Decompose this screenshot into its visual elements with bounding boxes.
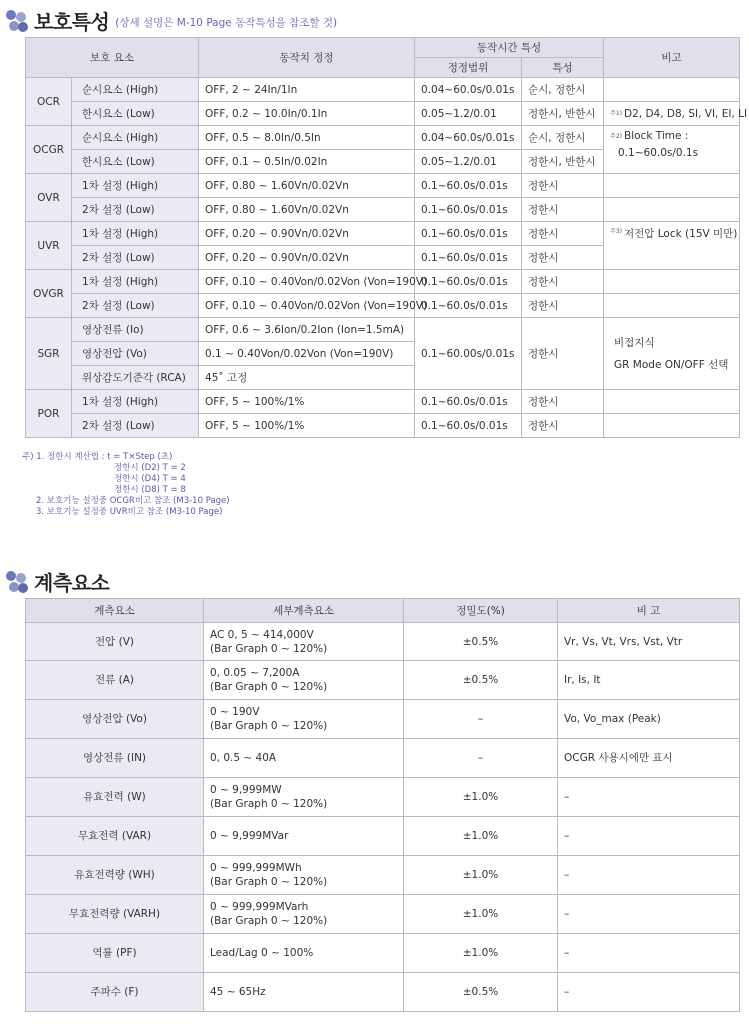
- detail-cell: [204, 700, 404, 739]
- measure-element: 영상전압 (Vo): [26, 700, 204, 739]
- char-value: 정한시: [522, 270, 604, 294]
- range-value: 0.1~60.00s/0.01s: [415, 318, 522, 390]
- measure-element: 전류 (A): [26, 661, 204, 700]
- sub-element: 한시요소 (Low): [72, 102, 199, 126]
- measure-remark: –: [558, 856, 740, 895]
- sub-element: 2차 설정 (Low): [72, 198, 199, 222]
- protection-title: 보호특성: [34, 10, 110, 34]
- element-ocr: OCR: [26, 78, 72, 126]
- detail-line: AC 0, 5 ~ 414,000V: [210, 628, 314, 641]
- footnote-mark: 주2): [610, 133, 622, 140]
- element-sgr: SGR: [26, 318, 72, 390]
- element-uvr: UVR: [26, 222, 72, 270]
- header-remark: 비고: [604, 38, 740, 78]
- range-value: 0.1~60.0s/0.01s: [415, 390, 522, 414]
- element-ovr: OVR: [26, 174, 72, 222]
- accuracy-value: ±0.5%: [404, 623, 558, 661]
- detail-line: (Bar Graph 0 ~ 120%): [210, 720, 328, 732]
- remark-cell: [604, 126, 740, 174]
- table-row: [26, 661, 740, 700]
- char-value: 정한시: [522, 174, 604, 198]
- remark-cell: [604, 390, 740, 414]
- sub-element: 1차 설정 (High): [72, 270, 199, 294]
- measure-element: 영상전류 (IN): [26, 739, 204, 778]
- measure-remark: –: [558, 778, 740, 817]
- measure-remark: –: [558, 817, 740, 856]
- header-time: 동작시간 특성: [415, 38, 604, 58]
- setting-value: OFF, 5 ~ 100%/1%: [199, 390, 415, 414]
- setting-value: 0.1 ~ 0.40Von/0.02Von (Von=190V): [199, 342, 415, 366]
- detail-line: 0, 0.05 ~ 7,200A: [210, 667, 300, 679]
- table-row: [26, 222, 740, 246]
- measurement-section-header: [6, 567, 109, 596]
- accuracy-value: ±1.0%: [404, 817, 558, 856]
- accuracy-value: ±1.0%: [404, 895, 558, 934]
- accuracy-value: ±1.0%: [404, 778, 558, 817]
- measure-remark: –: [558, 973, 740, 1012]
- measure-element: 유효전력량 (WH): [26, 856, 204, 895]
- detail-line: 0 ~ 9,999MW: [210, 784, 282, 796]
- setting-value: OFF, 0.80 ~ 1.60Vn/0.02Vn: [199, 198, 415, 222]
- header-char: 특성: [522, 58, 604, 78]
- measure-element: 전압 (V): [26, 623, 204, 661]
- element-por: POR: [26, 390, 72, 438]
- measure-remark: Ir, Is, It: [558, 661, 740, 700]
- range-value: 0.1~60.0s/0.01s: [415, 222, 522, 246]
- remark-text: GR Mode ON/OFF 선택: [614, 358, 729, 371]
- protection-section-header: [6, 6, 337, 35]
- remark-cell: [604, 198, 740, 222]
- detail-cell: [204, 817, 404, 856]
- table-row: [26, 700, 740, 739]
- footnotes: [22, 452, 230, 518]
- sub-element: 2차 설정 (Low): [72, 414, 199, 438]
- table-row: [26, 390, 740, 414]
- table-row: [26, 318, 740, 342]
- table-row: [26, 294, 740, 318]
- table-row: [26, 270, 740, 294]
- setting-value: OFF, 0.10 ~ 0.40Von/0.02Von (Von=190V): [199, 294, 415, 318]
- footnote: 3. 보호기능 설정중 UVR비고 참조 (M3-10 Page): [36, 507, 223, 517]
- range-value: 0.1~60.0s/0.01s: [415, 294, 522, 318]
- range-value: 0.05~1.2/0.01: [415, 102, 522, 126]
- header-range: 정정범위: [415, 58, 522, 78]
- measurement-table: [25, 598, 740, 1012]
- measure-element: 무효전력 (VAR): [26, 817, 204, 856]
- measure-remark: Vr, Vs, Vt, Vrs, Vst, Vtr: [558, 623, 740, 661]
- protection-note: (상세 설명은 M-10 Page 동작특성을 참조할 것): [115, 17, 338, 29]
- detail-line: (Bar Graph 0 ~ 120%): [210, 642, 328, 655]
- footnote: 주) 1. 정한시 계산법 : t = T×Step (초): [22, 452, 173, 462]
- char-value: 정한시: [522, 294, 604, 318]
- detail-line: 0 ~ 190V: [210, 706, 260, 718]
- remark-cell: [604, 318, 740, 390]
- table-row: [26, 934, 740, 973]
- element-ovgr: OVGR: [26, 270, 72, 318]
- table-row: [26, 817, 740, 856]
- detail-line: (Bar Graph 0 ~ 120%): [210, 798, 328, 810]
- char-value: 정한시: [522, 222, 604, 246]
- table-row: [26, 102, 740, 126]
- detail-line: 0 ~ 999,999MVarh: [210, 901, 309, 913]
- measurement-title: 계측요소: [34, 571, 110, 595]
- setting-value: OFF, 5 ~ 100%/1%: [199, 414, 415, 438]
- measure-element: 무효전력량 (VARH): [26, 895, 204, 934]
- detail-cell: [204, 973, 404, 1012]
- detail-cell: [204, 856, 404, 895]
- header-element: 보호 요소: [26, 38, 199, 78]
- char-value: 정한시: [522, 414, 604, 438]
- char-value: 정한시, 반한시: [522, 102, 604, 126]
- setting-value: OFF, 0.20 ~ 0.90Vn/0.02Vn: [199, 246, 415, 270]
- header-setting: 동작치 정정: [199, 38, 415, 78]
- setting-value: OFF, 0.10 ~ 0.40Von/0.02Von (Von=190V): [199, 270, 415, 294]
- table-row: [26, 739, 740, 778]
- table-row: [26, 623, 740, 661]
- detail-line: (Bar Graph 0 ~ 120%): [210, 681, 328, 693]
- measure-element: 유효전력 (W): [26, 778, 204, 817]
- measure-remark: –: [558, 934, 740, 973]
- sub-element: 2차 설정 (Low): [72, 246, 199, 270]
- table-row: [26, 414, 740, 438]
- accuracy-value: –: [404, 739, 558, 778]
- detail-line: Lead/Lag 0 ~ 100%: [210, 947, 314, 959]
- range-value: 0.1~60.0s/0.01s: [415, 414, 522, 438]
- footnote-mark: 주1): [610, 109, 622, 117]
- element-ocgr: OCGR: [26, 126, 72, 174]
- range-value: 0.05~1.2/0.01: [415, 150, 522, 174]
- sub-element: 2차 설정 (Low): [72, 294, 199, 318]
- header-accuracy: 정밀도(%): [404, 599, 558, 623]
- protection-table: [25, 37, 748, 438]
- sub-element: 순시요소 (High): [72, 78, 199, 102]
- detail-line: 45 ~ 65Hz: [210, 986, 266, 998]
- measure-remark: OCGR 사용시에만 표시: [558, 739, 740, 778]
- char-value: 정한시: [522, 198, 604, 222]
- range-value: 0.1~60.0s/0.01s: [415, 174, 522, 198]
- footnote: 정한시 (D8) T = 8: [114, 485, 186, 495]
- sub-element: 한시요소 (Low): [72, 150, 199, 174]
- table-row: [26, 973, 740, 1012]
- setting-value: OFF, 0.6 ~ 3.6Ion/0.2Ion (Ion=1.5mA): [199, 318, 415, 342]
- remark-text: 비접지식: [614, 336, 655, 349]
- sub-element: 1차 설정 (High): [72, 174, 199, 198]
- setting-value: 45˚ 고정: [199, 366, 415, 390]
- accuracy-value: ±0.5%: [404, 973, 558, 1012]
- table-row: [26, 778, 740, 817]
- remark-cell: [604, 270, 740, 294]
- bullet-dots-icon: [6, 571, 28, 593]
- accuracy-value: ±1.0%: [404, 934, 558, 973]
- table-row: [26, 78, 740, 102]
- remark-text: D2, D4, D8, SI, VI, EI, LI: [624, 107, 748, 120]
- detail-cell: [204, 739, 404, 778]
- sub-element: 1차 설정 (High): [72, 390, 199, 414]
- setting-value: OFF, 0.5 ~ 8.0In/0.5In: [199, 126, 415, 150]
- remark-text: 저전압 Lock (15V 미만): [624, 228, 738, 240]
- detail-line: (Bar Graph 0 ~ 120%): [210, 915, 328, 927]
- remark-cell: [604, 294, 740, 318]
- table-row: [26, 895, 740, 934]
- sub-element: 영상전류 (Io): [72, 318, 199, 342]
- detail-cell: [204, 661, 404, 700]
- setting-value: OFF, 2 ~ 24In/1In: [199, 78, 415, 102]
- footnote: 정한시 (D2) T = 2: [114, 463, 186, 473]
- sub-element: 영상전압 (Vo): [72, 342, 199, 366]
- measure-element: 역률 (PF): [26, 934, 204, 973]
- sub-element: 위상감도기준각 (RCA): [72, 366, 199, 390]
- remark-cell: [604, 174, 740, 198]
- accuracy-value: ±0.5%: [404, 661, 558, 700]
- table-row: [26, 198, 740, 222]
- table-row: [26, 174, 740, 198]
- char-value: 정한시: [522, 390, 604, 414]
- footnote: 2. 보호기능 설정중 OCGR비고 참조 (M3-10 Page): [36, 496, 230, 506]
- detail-line: (Bar Graph 0 ~ 120%): [210, 876, 328, 888]
- header-measure-element: 계측요소: [26, 599, 204, 623]
- char-value: 정한시: [522, 246, 604, 270]
- range-value: 0.1~60.0s/0.01s: [415, 270, 522, 294]
- char-value: 정한시, 반한시: [522, 150, 604, 174]
- sub-element: 1차 설정 (High): [72, 222, 199, 246]
- char-value: 정한시: [522, 318, 604, 390]
- footnote: 정한시 (D4) T = 4: [114, 474, 186, 484]
- remark-cell: [604, 222, 740, 270]
- remark-cell: [604, 102, 748, 126]
- detail-cell: [204, 895, 404, 934]
- accuracy-value: –: [404, 700, 558, 739]
- bullet-dots-icon: [6, 10, 28, 32]
- remark-cell: [604, 414, 740, 438]
- sub-element: 순시요소 (High): [72, 126, 199, 150]
- detail-cell: [204, 934, 404, 973]
- measure-element: 주파수 (F): [26, 973, 204, 1012]
- measure-remark: –: [558, 895, 740, 934]
- table-row: [26, 126, 740, 150]
- setting-value: OFF, 0.1 ~ 0.5In/0.02In: [199, 150, 415, 174]
- range-value: 0.04~60.0s/0.01s: [415, 126, 522, 150]
- range-value: 0.04~60.0s/0.01s: [415, 78, 522, 102]
- header-measure-remark: 비 고: [558, 599, 740, 623]
- remark-cell: [604, 78, 740, 102]
- measure-remark: Vo, Vo_max (Peak): [558, 700, 740, 739]
- table-row: [26, 856, 740, 895]
- range-value: 0.1~60.0s/0.01s: [415, 198, 522, 222]
- char-value: 순시, 정한시: [522, 126, 604, 150]
- setting-value: OFF, 0.2 ~ 10.0In/0.1In: [199, 102, 415, 126]
- remark-text: Block Time :: [624, 130, 689, 142]
- detail-line: 0, 0.5 ~ 40A: [210, 752, 277, 764]
- detail-cell: [204, 778, 404, 817]
- header-detail: 세부계측요소: [204, 599, 404, 623]
- detail-cell: [204, 623, 404, 661]
- footnote-mark: 주3): [610, 228, 622, 235]
- detail-line: 0 ~ 9,999MVar: [210, 830, 289, 842]
- setting-value: OFF, 0.20 ~ 0.90Vn/0.02Vn: [199, 222, 415, 246]
- remark-text: 0.1~60.0s/0.1s: [618, 147, 699, 159]
- accuracy-value: ±1.0%: [404, 856, 558, 895]
- setting-value: OFF, 0.80 ~ 1.60Vn/0.02Vn: [199, 174, 415, 198]
- range-value: 0.1~60.0s/0.01s: [415, 246, 522, 270]
- detail-line: 0 ~ 999,999MWh: [210, 862, 302, 874]
- char-value: 순시, 정한시: [522, 78, 604, 102]
